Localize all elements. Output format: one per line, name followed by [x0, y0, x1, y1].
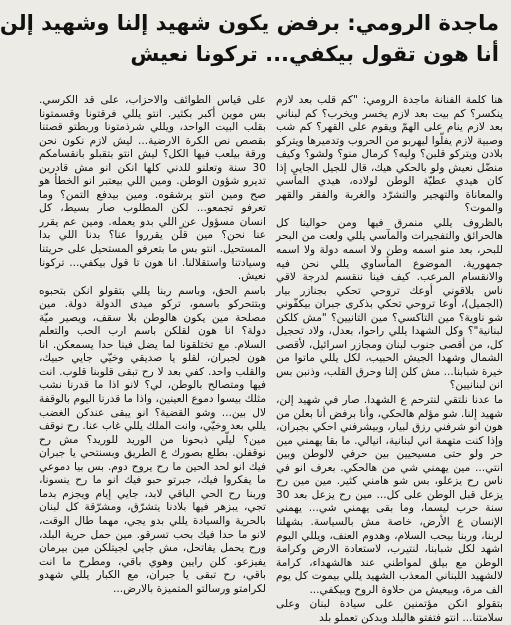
article-paragraph: بالظروف يللي منمرق فيها ومن حوالينا كل هالحرائق والتفجيرات والمآسي يللي ولعت من البحر للبحر، بعد منو اسمه وطن ولا اسمه دولة ولا اسمه جمهورية. الموضوع المأساوي يللي نحن فيه والانقسام المرعب. كيف فينا ننقسم لدرجة لاقي ناس بلاقوني أوعك تروحي تحكي بجنازر بيار (الجميل)، أوعا تروحي تحكي بذكرى جبران بيكفّوني شو ناوية؟ مين التاكسي؟ مين التانيين؟ "مش كلكن لبنانية"؟ وكل الشهدا يللي راحوا، بعدل، ولاد تحجيل كل، من أقصى جنوب لبنان ومجازر اسرائيل، لأقصى الشمال وشهدا الجيش الحبيب، لكل يللي ماتوا من خيرة شبابنا... مش كلن إلنا وحرق القلب، وذنبن بس انن لبنانيين؟: [276, 216, 503, 392]
article-paragraph: هنا كلمة الفنانة ماجدة الرومي: "كم قلب بعد لازم ينكسر؟ كم بيت بعد لازم يخسر ويخرب؟ كم لبناني بعد لازم ينام على الهمّ ويقوم على القهر؟ كم شب وصبية لازم يفلّوا ليهربو من الحروب وتدميرها ويتركو بلادن ويتركو قلبن؟ وليه؟ كرمال منو؟ ولشو؟ وكيف منضّل نعيش ولو بالحكي هيك، قال للجيل الجايي إذا كان هيدي عطيّة الوطن لولاده، هيدي المآسي والمعاناة والتهجير والتشرّد والغربة والفقر والقهر والموت؟: [276, 94, 503, 215]
article-headline: [0, 8, 499, 70]
article-paragraph: بتقولو انكن مؤتمنين على سيادة لبنان وعلى سلامتنا... انتو فتفتو هالبلد وبدكن تعملو بلد: [276, 598, 503, 624]
article-column-right: [276, 94, 503, 624]
article-paragraph: باسم الحق، وباسم ربنا يللي بتقولو انكن بتحبوه وبتتحركو باسمو، تركو ميدى الدولة دولة. مين مصلحة مين يكون هالوطن بلا سقف، ويصير ميّة دولة؟ انا هون لقلكن باسم ارب الحب والتعلم السلام. مع تختلقونا لما يضل فينا حدا يسمعكن. انا هون لجبران، لقلو يا صديقي وخيّي جايي حبيك، والقلب واحد. كفي بعد لا رح تبقى قلوبنا قلوب. انت فيها ومتصالح بالوطن، لي؟ لانو اذا ما قدرنا نشب مثلك بيسوا دموع العينين، واذا ما قدرنا اليوم بالوقفة لال بين... وشو القضية؟ انو يبقى عندكن الغضب يللي بعد وخيّي، وانت الملك يللي غاب عنا. رح نوقف مين؟ ليلّي ذبحونا من الوريد للوريد؟ مش رح نوقفلن. بطلع بصورك ع الطريق وبسنتحي يا جبران فيك انو لحد الحين ما رح يروح دوم. بس بيا دموعي ما يفكروا فيك، جبرتو حبو فيك انو ما رح ينسونا، وربنا رح الحي الباقي لابد، جايي إيام ويجزم بدما تجي، يبزهر فيها بلادنا يتشرّق، ومشرّقة كل لبنان بالحرية والسيادة يللي بدو يجي، مهما طال الوقت، لانو ما حدا فيك بحب تسرقو. مين حمل حرية البلد، ورح يحمل يفاتحل، مش جايي لجيتلكن مين بيرمان يفيزعو. كلن رايين وهوي باقي، ومطرح ما انت باقي، رح تبقى يا جبران، مع الكبار يللي شهدو لكرامتو ورسالتو المتميزة بالارض...: [39, 284, 266, 595]
article-body: [39, 94, 503, 624]
article-paragraph: ما عدنا نلتقي لنترحم ع الشهدا. صار في شهيد إلن، شهيد إلنا. شو مؤلم هالحكي، وأنا برفض أنا بعلن من هون انو شرفني رزق لبيار، وبيشرفني احكي بجبران، وإذا كنت متهمة اني لبنانية، انيالي. ما بقا يهمني مين حر ولو حتى مسيحيين بين حرفي لالوطن وبين انتي... مين يهمني شي من هالحكي. بعرف انو في ناس رح يزعلو، بس شو هامني كثير. مين مين رح يزعل قبل الوطن على كل... مين رح يزعل بعد 30 سنة حرب ليسما، وما بقى يهمني شي... يهمني الإنسان ع الأرض، خاصة مش بالسياسة. بشهلنا لربنا، وربنا بيحب السلام، وهدوم العنف، ويللي اليوم اشهد لكل شبابنا، لنتيرب، لاستعادة الارض وكرامة الوطن مع بيلق لمواطني عند هالشهداء، كرامة لالشهيد اللبناني المعذب الشهيد يللي بيموت كل يوم الف مرة، وبيعيش من حلاوة الروح وبيكفي...: [276, 394, 503, 596]
article-paragraph: على قياس الطوائف والاحزاب، على قد الكرسي. بس موين أكبر بكثير. انتو يللي فرقتونا وقسمتونا بقلب البيت الواحد، ويللي شرذمتونا وربطتو قصتنا بقصص نص الكرة الارضية... ليش لازم نكون نحن ورقة بيلعب فيها الكل؟ ليش انتو بتقبلو بانقسامكم 30 سنة وتعلنو للدني كلها انكن انو مش قادرين تديرو شؤون الوطن. ومين اللي بيعتبر انو الخطأ هو صح ومين انتو يرشقوه. ومين بيدفع التمن؟ وما تعرفو تجمعو... لكن المطلوب صار بسيط، كل انسان مسؤول عن اللي بدو يعمله. ومين عم يقرر عنا نحن؟ مين قلّن يقرروا عنا؟ بدنا اللي بدا المستحيل. انتو بس ما بتعرفو المستحيل على حريتنا وسيادتنا واستقلالنا. انا هون تا قول بيكفي... تركونا نعيش.: [39, 94, 266, 283]
article-column-left: [39, 94, 266, 595]
headline-line-2: أنا هون تقول بيكفي... تركونا نعيش: [130, 42, 499, 66]
headline-line-1: ماجدة الرومي: برفض يكون شهيد إلنا وشهيد إلن: [0, 11, 499, 35]
